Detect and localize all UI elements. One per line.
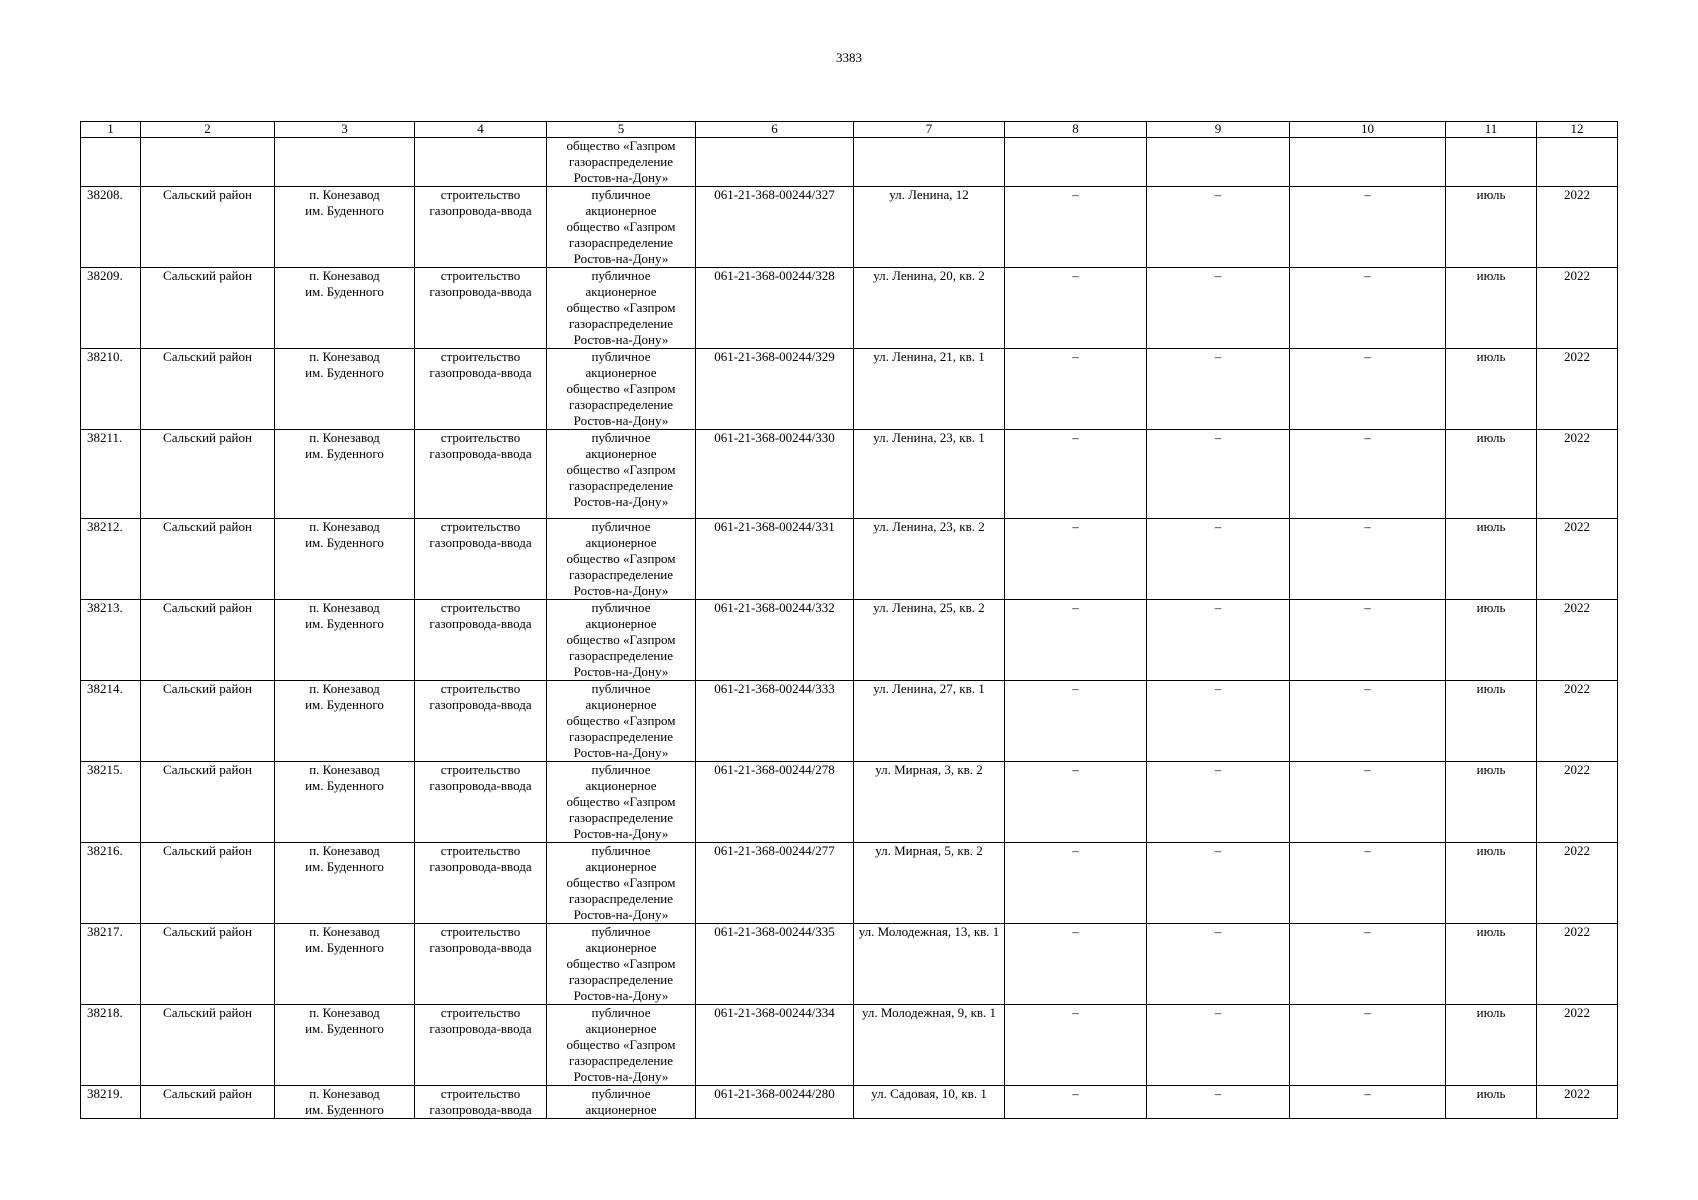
organization-cell: публичное акционерное общество «Газпром газораспределение Ростов-на-Дону»	[547, 924, 696, 1005]
record-number-cell: 38209.	[81, 268, 141, 349]
district-cell: Сальский район	[141, 187, 275, 268]
table-cell: –	[1290, 268, 1446, 349]
district-cell: Сальский район	[141, 762, 275, 843]
settlement-cell: п. Конезавод им. Буденного	[275, 1086, 415, 1119]
table-cell: –	[1147, 187, 1290, 268]
year-cell: 2022	[1537, 519, 1618, 600]
table-cell	[696, 138, 854, 187]
address-cell: ул. Мирная, 5, кв. 2	[854, 843, 1005, 924]
address-cell: ул. Ленина, 23, кв. 2	[854, 519, 1005, 600]
table-row	[81, 924, 1618, 1005]
month-cell: июль	[1446, 519, 1537, 600]
record-number-cell: 38212.	[81, 519, 141, 600]
year-cell: 2022	[1537, 681, 1618, 762]
table-cell: –	[1290, 600, 1446, 681]
month-cell: июль	[1446, 843, 1537, 924]
record-number-cell: 38211.	[81, 430, 141, 519]
table-cell: –	[1005, 843, 1147, 924]
address-cell: ул. Молодежная, 9, кв. 1	[854, 1005, 1005, 1086]
table-cell: –	[1290, 843, 1446, 924]
organization-cell: публичное акционерное общество «Газпром газораспределение Ростов-на-Дону»	[547, 268, 696, 349]
record-number-cell: 38218.	[81, 1005, 141, 1086]
registration-code-cell: 061-21-368-00244/328	[696, 268, 854, 349]
table-row	[81, 843, 1618, 924]
year-cell: 2022	[1537, 762, 1618, 843]
month-cell: июль	[1446, 349, 1537, 430]
organization-cell: публичное акционерное общество «Газпром газораспределение Ростов-на-Дону»	[547, 681, 696, 762]
district-cell: Сальский район	[141, 430, 275, 519]
address-cell: ул. Ленина, 27, кв. 1	[854, 681, 1005, 762]
header-cell: 2	[141, 122, 275, 138]
organization-cell: публичное акционерное общество «Газпром газораспределение Ростов-на-Дону»	[547, 187, 696, 268]
year-cell: 2022	[1537, 1005, 1618, 1086]
organization-cell: публичное акционерное	[547, 1086, 696, 1119]
table-cell: –	[1005, 349, 1147, 430]
settlement-cell: п. Конезавод им. Буденного	[275, 681, 415, 762]
organization-cell: публичное акционерное общество «Газпром газораспределение Ростов-на-Дону»	[547, 600, 696, 681]
year-cell: 2022	[1537, 187, 1618, 268]
registration-code-cell: 061-21-368-00244/327	[696, 187, 854, 268]
table-cell: –	[1005, 600, 1147, 681]
table-cell: –	[1290, 1005, 1446, 1086]
address-cell: ул. Мирная, 3, кв. 2	[854, 762, 1005, 843]
settlement-cell: п. Конезавод им. Буденного	[275, 1005, 415, 1086]
address-cell: ул. Ленина, 23, кв. 1	[854, 430, 1005, 519]
district-cell: Сальский район	[141, 519, 275, 600]
table-cell: –	[1005, 1005, 1147, 1086]
work-type-cell: строительство газопровода-ввода	[415, 187, 547, 268]
record-number-cell: 38216.	[81, 843, 141, 924]
table-cell: –	[1290, 1086, 1446, 1119]
district-cell: Сальский район	[141, 349, 275, 430]
registration-code-cell: 061-21-368-00244/333	[696, 681, 854, 762]
work-type-cell: строительство газопровода-ввода	[415, 843, 547, 924]
settlement-cell: п. Конезавод им. Буденного	[275, 268, 415, 349]
table-cell: –	[1147, 924, 1290, 1005]
district-cell: Сальский район	[141, 681, 275, 762]
work-type-cell: строительство газопровода-ввода	[415, 349, 547, 430]
work-type-cell: строительство газопровода-ввода	[415, 681, 547, 762]
district-cell: Сальский район	[141, 843, 275, 924]
table-cell	[1147, 138, 1290, 187]
registration-code-cell: 061-21-368-00244/334	[696, 1005, 854, 1086]
table-cell	[1290, 138, 1446, 187]
column-number-row	[81, 122, 1618, 138]
table-cell	[415, 138, 547, 187]
table-cell: –	[1147, 430, 1290, 519]
header-cell: 5	[547, 122, 696, 138]
table-row	[81, 1086, 1618, 1119]
table-cell: –	[1147, 1005, 1290, 1086]
header-cell: 8	[1005, 122, 1147, 138]
month-cell: июль	[1446, 681, 1537, 762]
table-cell: –	[1147, 349, 1290, 430]
table-cell: –	[1005, 1086, 1147, 1119]
organization-cell: публичное акционерное общество «Газпром газораспределение Ростов-на-Дону»	[547, 430, 696, 519]
document-table	[80, 121, 1618, 1119]
table-cell: –	[1290, 430, 1446, 519]
year-cell: 2022	[1537, 600, 1618, 681]
work-type-cell: строительство газопровода-ввода	[415, 1005, 547, 1086]
table-cell: –	[1147, 762, 1290, 843]
registration-code-cell: 061-21-368-00244/278	[696, 762, 854, 843]
table-cell	[275, 138, 415, 187]
header-cell: 9	[1147, 122, 1290, 138]
header-cell: 1	[81, 122, 141, 138]
record-number-cell: 38208.	[81, 187, 141, 268]
table-cell: –	[1290, 681, 1446, 762]
header-cell: 3	[275, 122, 415, 138]
record-number-cell: 38215.	[81, 762, 141, 843]
settlement-cell: п. Конезавод им. Буденного	[275, 924, 415, 1005]
table-cell: –	[1005, 924, 1147, 1005]
registration-code-cell: 061-21-368-00244/335	[696, 924, 854, 1005]
registration-code-cell: 061-21-368-00244/277	[696, 843, 854, 924]
table-row	[81, 600, 1618, 681]
work-type-cell: строительство газопровода-ввода	[415, 762, 547, 843]
table-cell: –	[1147, 268, 1290, 349]
table-cell: –	[1005, 187, 1147, 268]
address-cell: ул. Ленина, 12	[854, 187, 1005, 268]
district-cell: Сальский район	[141, 600, 275, 681]
record-number-cell: 38214.	[81, 681, 141, 762]
table-cell: –	[1147, 519, 1290, 600]
settlement-cell: п. Конезавод им. Буденного	[275, 843, 415, 924]
work-type-cell: строительство газопровода-ввода	[415, 600, 547, 681]
month-cell: июль	[1446, 268, 1537, 349]
table-row	[81, 681, 1618, 762]
registration-code-cell: 061-21-368-00244/280	[696, 1086, 854, 1119]
district-cell: Сальский район	[141, 1005, 275, 1086]
month-cell: июль	[1446, 430, 1537, 519]
table-row	[81, 1005, 1618, 1086]
settlement-cell: п. Конезавод им. Буденного	[275, 519, 415, 600]
registration-code-cell: 061-21-368-00244/330	[696, 430, 854, 519]
year-cell: 2022	[1537, 349, 1618, 430]
organization-cell: публичное акционерное общество «Газпром газораспределение Ростов-на-Дону»	[547, 519, 696, 600]
table-row	[81, 430, 1618, 519]
settlement-cell: п. Конезавод им. Буденного	[275, 762, 415, 843]
continuation-row	[81, 138, 1618, 187]
header-cell: 11	[1446, 122, 1537, 138]
address-cell: ул. Молодежная, 13, кв. 1	[854, 924, 1005, 1005]
table-cell	[1446, 138, 1537, 187]
page-number: 3383	[836, 50, 862, 65]
registration-code-cell: 061-21-368-00244/331	[696, 519, 854, 600]
table-cell	[81, 138, 141, 187]
settlement-cell: п. Конезавод им. Буденного	[275, 430, 415, 519]
year-cell: 2022	[1537, 924, 1618, 1005]
settlement-cell: п. Конезавод им. Буденного	[275, 349, 415, 430]
year-cell: 2022	[1537, 843, 1618, 924]
year-cell: 2022	[1537, 268, 1618, 349]
district-cell: Сальский район	[141, 924, 275, 1005]
header-cell: 10	[1290, 122, 1446, 138]
year-cell: 2022	[1537, 1086, 1618, 1119]
record-number-cell: 38210.	[81, 349, 141, 430]
table-cell: –	[1147, 600, 1290, 681]
table-cell: –	[1290, 187, 1446, 268]
header-cell: 4	[415, 122, 547, 138]
table-row	[81, 187, 1618, 268]
address-cell: ул. Ленина, 25, кв. 2	[854, 600, 1005, 681]
work-type-cell: строительство газопровода-ввода	[415, 519, 547, 600]
table-cell	[141, 138, 275, 187]
header-cell: 6	[696, 122, 854, 138]
table-cell: –	[1290, 349, 1446, 430]
organization-cell: публичное акционерное общество «Газпром газораспределение Ростов-на-Дону»	[547, 762, 696, 843]
table-cell: –	[1005, 681, 1147, 762]
organization-cell: публичное акционерное общество «Газпром газораспределение Ростов-на-Дону»	[547, 349, 696, 430]
month-cell: июль	[1446, 600, 1537, 681]
table-cell	[1537, 138, 1618, 187]
table-cell	[854, 138, 1005, 187]
table-row	[81, 268, 1618, 349]
table-cell: –	[1147, 1086, 1290, 1119]
month-cell: июль	[1446, 1005, 1537, 1086]
year-cell: 2022	[1537, 430, 1618, 519]
record-number-cell: 38219.	[81, 1086, 141, 1119]
table-row	[81, 349, 1618, 430]
table-row	[81, 519, 1618, 600]
table-cell: –	[1147, 681, 1290, 762]
table-cell	[1005, 138, 1147, 187]
month-cell: июль	[1446, 1086, 1537, 1119]
table-cell: –	[1005, 762, 1147, 843]
organization-cell: общество «Газпром газораспределение Ростов-на-Дону»	[547, 138, 696, 187]
organization-cell: публичное акционерное общество «Газпром газораспределение Ростов-на-Дону»	[547, 843, 696, 924]
table-cell: –	[1005, 430, 1147, 519]
record-number-cell: 38217.	[81, 924, 141, 1005]
table-cell: –	[1005, 268, 1147, 349]
table-cell: –	[1290, 924, 1446, 1005]
work-type-cell: строительство газопровода-ввода	[415, 924, 547, 1005]
address-cell: ул. Ленина, 21, кв. 1	[854, 349, 1005, 430]
table-cell: –	[1290, 519, 1446, 600]
settlement-cell: п. Конезавод им. Буденного	[275, 187, 415, 268]
address-cell: ул. Ленина, 20, кв. 2	[854, 268, 1005, 349]
registration-code-cell: 061-21-368-00244/329	[696, 349, 854, 430]
settlement-cell: п. Конезавод им. Буденного	[275, 600, 415, 681]
header-cell: 12	[1537, 122, 1618, 138]
district-cell: Сальский район	[141, 1086, 275, 1119]
month-cell: июль	[1446, 187, 1537, 268]
month-cell: июль	[1446, 762, 1537, 843]
organization-cell: публичное акционерное общество «Газпром газораспределение Ростов-на-Дону»	[547, 1005, 696, 1086]
work-type-cell: строительство газопровода-ввода	[415, 1086, 547, 1119]
address-cell: ул. Садовая, 10, кв. 1	[854, 1086, 1005, 1119]
work-type-cell: строительство газопровода-ввода	[415, 430, 547, 519]
registration-code-cell: 061-21-368-00244/332	[696, 600, 854, 681]
header-cell: 7	[854, 122, 1005, 138]
table-row	[81, 762, 1618, 843]
month-cell: июль	[1446, 924, 1537, 1005]
table-cell: –	[1290, 762, 1446, 843]
work-type-cell: строительство газопровода-ввода	[415, 268, 547, 349]
table-cell: –	[1147, 843, 1290, 924]
district-cell: Сальский район	[141, 268, 275, 349]
table-cell: –	[1005, 519, 1147, 600]
record-number-cell: 38213.	[81, 600, 141, 681]
